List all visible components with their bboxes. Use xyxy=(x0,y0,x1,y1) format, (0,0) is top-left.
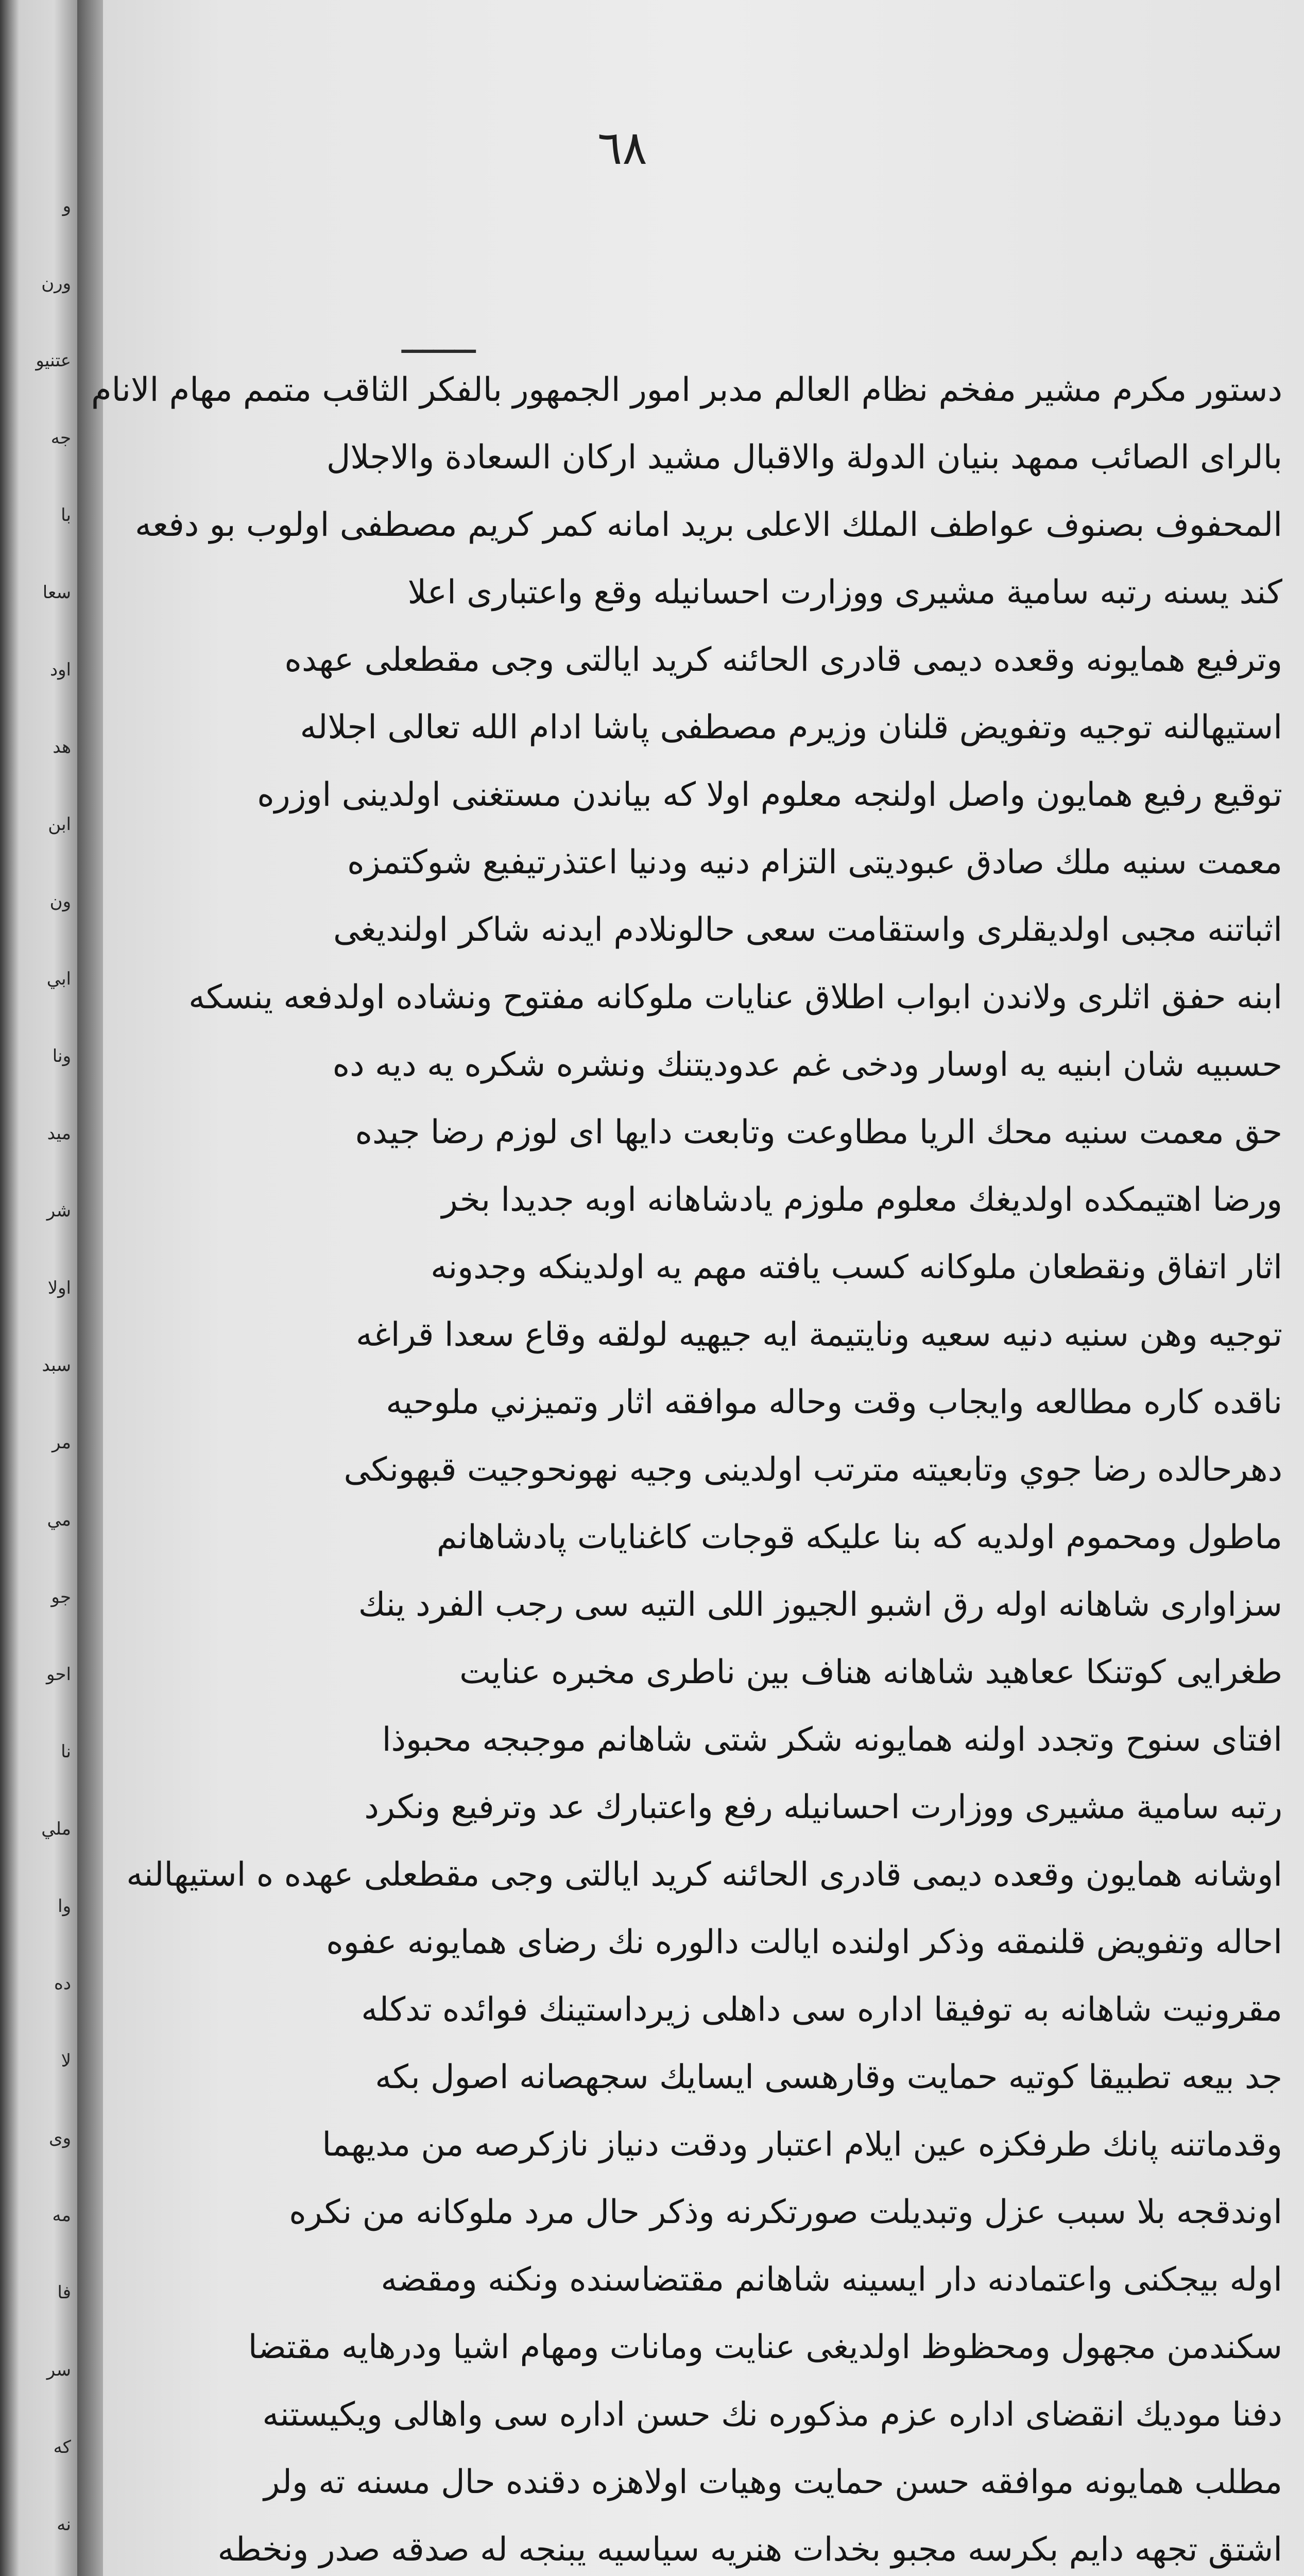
adjacent-page-fragment: ده xyxy=(54,1973,71,1994)
adjacent-page-fragment: احو xyxy=(46,1664,71,1685)
body-text xyxy=(91,0,1304,2576)
adjacent-page-fragment: فا xyxy=(57,2282,71,2303)
adjacent-page-fragment: هد xyxy=(53,737,71,757)
adjacent-page-fragment: سر xyxy=(46,2360,71,2380)
body-line: حسبيه شان ابنيه يه اوسار ودخى غم عدوديتنك ونشره شكره يه ديه ده xyxy=(332,1046,1282,1084)
body-line: دستور مكرم مشير مفخم نظام العالم مدبر امور الجمهور بالفكر الثاقب متمم مهام الانام xyxy=(91,371,1282,409)
adjacent-page-fragment: مه xyxy=(52,2205,71,2226)
body-line: المحفوف بصنوف عواطف الملك الاعلى بريد امانه كمر كريم مصطفى اولوب بو دفعه xyxy=(135,506,1282,544)
adjacent-page-fragment: و xyxy=(62,196,71,216)
adjacent-page-fragment: جو xyxy=(51,1587,71,1607)
body-line: ورضا اهتيمكده اولديغك معلوم ملوزم يادشاهانه اوبه جديدا بخر xyxy=(441,1181,1282,1219)
body-line: ناقده كاره مطالعه وايجاب وقت وحاله موافقه اثار وتميزني ملوحيه xyxy=(386,1383,1282,1421)
body-line: وقدماتنه پانك طرفكزه عين ايلام اعتبار ودقت دنياز نازكرصه من مديهما xyxy=(322,2126,1282,2164)
adjacent-page-fragment: مي xyxy=(47,1510,71,1530)
adjacent-page-strip xyxy=(0,0,77,2576)
adjacent-page-fragment: مر xyxy=(52,1432,71,1453)
body-line: سزاوارى شاهانه اوله رق اشبو الجيوز اللى التيه سى رجب الفرد ينك xyxy=(358,1586,1282,1624)
body-line: كند يسنه رتبه سامية مشيرى ووزارت احسانيله وقع واعتبارى اعلا xyxy=(407,573,1282,612)
adjacent-page-fragment: وى xyxy=(48,2128,71,2148)
body-line: افتاى سنوح وتجدد اولنه همايونه شكر شتى شاهانم موجبجه محبوذا xyxy=(382,1721,1282,1759)
body-line: جد بيعه تطبيقا كوتيه حمايت وقارهسى ايسايك سجهصانه اصول بكه xyxy=(375,2058,1282,2096)
adjacent-page-fragment: ورن xyxy=(41,273,71,294)
adjacent-page-fragment: ميد xyxy=(47,1123,71,1144)
body-line: ماطول ومحموم اولديه كه بنا عليكه قوجات كاغنايات پادشاهانم xyxy=(436,1518,1282,1556)
adjacent-page-fragment: ون xyxy=(49,891,71,912)
adjacent-page-fragment: كه xyxy=(53,2437,71,2458)
adjacent-page-fragment: اولا xyxy=(47,1278,71,1298)
adjacent-page-fragment: سعا xyxy=(42,582,71,603)
body-line: اوندقجه بلا سبب عزل وتبديلت صورتكرنه وذكر حال مرد ملوكانه من نكره xyxy=(289,2193,1282,2231)
opening-mark: ـــــــ xyxy=(402,319,476,362)
adjacent-page-fragment: ملي xyxy=(41,1819,71,1839)
adjacent-page-fragment: اود xyxy=(49,659,71,680)
body-line: احاله وتفويض قلنمقه وذكر اولنده ايالت دالوره نك رضاى همايونه عفوه xyxy=(326,1923,1282,1961)
body-line: اثباتنه مجبى اولديقلرى واستقامت سعى حالونلادم ايدنه شاكر اولنديغى xyxy=(333,911,1282,949)
body-line: دهرحالده رضا جوي وتابعيته مترتب اولدينى وجيه نهونحوجيت قبهونكى xyxy=(344,1451,1282,1489)
adjacent-page-fragment: نا xyxy=(61,1741,71,1762)
body-line: اشتق تجهه دايم بكرسه مجبو بخدات هنريه سياسيه يبنجه له صدقه صدر ونخطه xyxy=(217,2531,1282,2569)
body-line: دفنا موديك انقضاى اداره عزم مذكوره نك حسن اداره سى واهالى ويكيستنه xyxy=(262,2396,1282,2434)
body-line: توقيع رفيع همايون واصل اولنجه معلوم اولا كه بياندن مستغنى اولدينى اوزره xyxy=(257,776,1282,814)
adjacent-page-fragment: شر xyxy=(46,1200,71,1221)
body-line: اثار اتفاق ونقطعان ملوكانه كسب يافته مهم يه اولدينكه وجدونه xyxy=(431,1248,1282,1286)
body-line: رتبه سامية مشيرى ووزارت احسانيله رفع واعتبارك عد وترفيع ونكرد xyxy=(364,1788,1282,1826)
adjacent-page-fragment: جه xyxy=(50,428,71,448)
adjacent-page-fragment: ابن xyxy=(48,814,71,835)
adjacent-page-fragment: وا xyxy=(58,1896,71,1917)
adjacent-page-fragment: ونا xyxy=(52,1046,71,1066)
body-line: ابنه حفق اثلرى ولاندن ابواب اطلاق عنايات ملوكانه مفتوح ونشاده اولدفعه ينسكه xyxy=(188,978,1282,1016)
body-line: اوشانه همايون وقعده ديمى قادرى الحائنه كريد ايالتى وجى مقطعلى عهده ه استيهالنه xyxy=(126,1856,1282,1894)
body-line: حق معمت سنيه محك الريا مطاوعت وتابعت دايها اى لوزم رضا جيده xyxy=(355,1113,1282,1151)
manuscript-page xyxy=(91,0,1304,2576)
body-line: توجيه وهن سنيه دنيه سعيه ونايتيمة ايه جيهيه لولقه وقاع سعدا قراغه xyxy=(356,1316,1282,1354)
adjacent-page-fragment: با xyxy=(61,505,71,526)
adjacent-page-fragment: لا xyxy=(61,2050,71,2071)
body-line: معمت سنيه ملك صادق عبوديتى التزام دنيه ودنيا اعتذرتيفيع شوكتمزه xyxy=(347,843,1282,882)
adjacent-page-fragment: نه xyxy=(57,2514,71,2535)
body-line: طغرايى كوتنكا ععاهيد شاهانه هناف بين ناطرى مخبره عنايت xyxy=(459,1653,1282,1691)
body-line: استيهالنه توجيه وتفويض قلنان وزيرم مصطفى پاشا ادام الله تعالى اجلاله xyxy=(300,708,1282,747)
body-line: اوله بيجكنى واعتمادنه دار ايسينه شاهانم مقتضاسنده ونكنه ومقضه xyxy=(381,2261,1282,2299)
body-line: بالراى الصائب ممهد بنيان الدولة والاقبال مشيد اركان السعادة والاجلال xyxy=(326,438,1282,477)
adjacent-page-fragment: سبد xyxy=(42,1355,71,1376)
adjacent-page-fragment: عتنيو xyxy=(36,350,71,371)
body-line: مطلب همايونه موافقه حسن حمايت وهيات اولاهزه دقنده حال مسنه ته ولر xyxy=(264,2463,1282,2501)
body-line: سكندمن مجهول ومحظوظ اولديغى عنايت ومانات ومهام اشيا ودرهايه مقتضا xyxy=(248,2328,1282,2366)
page-number: ٦٨ xyxy=(597,121,647,175)
adjacent-page-fragment: ابي xyxy=(46,969,71,989)
body-line: وترفيع همايونه وقعده ديمى قادرى الحائنه كريد ايالتى وجى مقطعلى عهده xyxy=(284,641,1282,679)
body-line: مقرونيت شاهانه به توفيقا اداره سى داهلى زيرداستينك فوائده تدكله xyxy=(361,1991,1282,2029)
